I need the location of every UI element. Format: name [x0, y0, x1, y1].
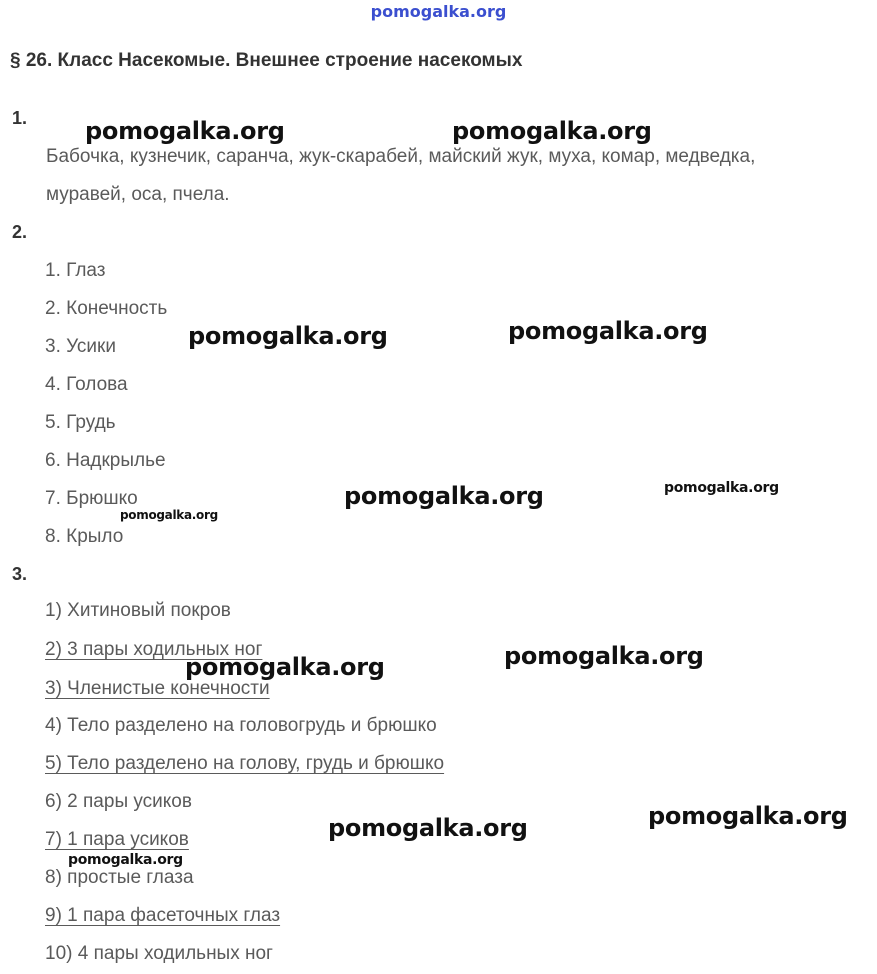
question-1-line-2: муравей, оса, пчела.	[46, 184, 230, 205]
question-3-item-answer: 5) Тело разделено на голову, грудь и брюшко	[45, 753, 445, 774]
watermark: pomogalka.org	[504, 642, 704, 670]
question-2-item: 6. Надкрылье	[45, 450, 166, 471]
watermark: pomogalka.org	[508, 317, 708, 345]
question-3-item-answer: 3) Членистые конечности	[45, 678, 270, 699]
question-3-item: 8) простые глаза	[45, 867, 194, 888]
question-3-item-answer: 7) 1 пара усиков	[45, 829, 189, 850]
watermark: pomogalka.org	[648, 802, 848, 830]
question-3-item-answer: 2) 3 пары ходильных ног	[45, 639, 263, 660]
question-3-item: 4) Тело разделено на головогрудь и брюшко	[45, 715, 437, 736]
question-2-item: 5. Грудь	[45, 412, 116, 433]
watermark: pomogalka.org	[185, 653, 385, 681]
question-3-item: 10) 4 пары ходильных ног	[45, 943, 273, 964]
question-2-item: 4. Голова	[45, 374, 128, 395]
watermark: pomogalka.org	[452, 117, 652, 145]
question-3-item: 1) Хитиновый покров	[45, 600, 231, 621]
watermark: pomogalka.org	[68, 852, 183, 868]
question-1-number: 1.	[12, 108, 28, 128]
question-3-number: 3.	[12, 564, 28, 584]
watermark: pomogalka.org	[188, 322, 388, 350]
question-3-item: 6) 2 пары усиков	[45, 791, 192, 812]
question-2-item: 8. Крыло	[45, 526, 124, 547]
question-2-item: 2. Конечность	[45, 298, 168, 319]
question-2-number: 2.	[12, 222, 28, 242]
question-2-item: 1. Глаз	[45, 260, 106, 281]
watermark: pomogalka.org	[120, 508, 218, 522]
question-2-item: 3. Усики	[45, 336, 116, 357]
page-title: § 26. Класс Насекомые. Внешнее строение насекомых	[10, 50, 523, 71]
watermark: pomogalka.org	[344, 482, 544, 510]
watermark: pomogalka.org	[85, 117, 285, 145]
watermark: pomogalka.org	[328, 814, 528, 842]
watermark: pomogalka.org	[664, 480, 779, 496]
question-1-line-1: Бабочка, кузнечик, саранча, жук-скарабей, майский жук, муха, комар, медведка,	[46, 146, 756, 167]
question-3-item-answer: 9) 1 пара фасеточных глаз	[45, 905, 281, 926]
question-2-item: 7. Брюшко	[45, 488, 138, 509]
site-header: pomogalka.org	[370, 2, 507, 21]
